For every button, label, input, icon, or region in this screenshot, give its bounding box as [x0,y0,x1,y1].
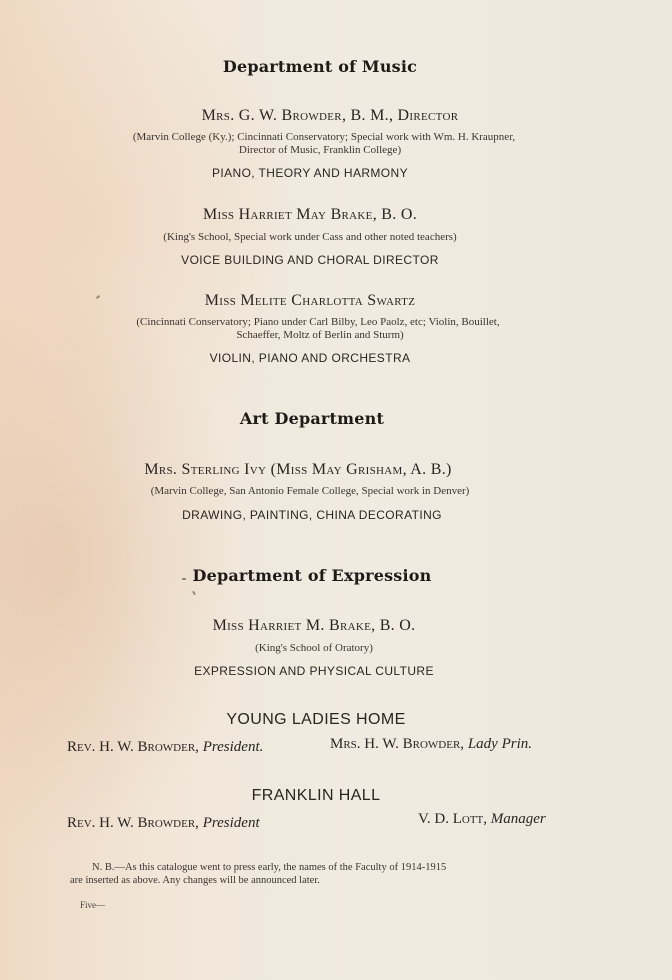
art-teacher-name: Mrs. Sterling Ivy (Miss May Grisham, A. B.) [144,461,452,478]
ink-speck [182,578,186,580]
home-president: Rev. H. W. Browder, President. [67,739,264,755]
music-voice-note: (King's School, Special work under Cass and other noted teachers) [163,231,457,243]
music-director-note-1: (Marvin College (Ky.); Cincinnati Conservatory; Special work with Wm. H. Kraupner, [132,131,516,143]
art-heading: Art Department [239,409,385,428]
music-violin-note-2: Schaeffer, Moltz of Berlin and Sturm) [236,329,404,341]
art-subjects: DRAWING, PAINTING, CHINA DECORATING [182,508,442,522]
music-director-name: Mrs. G. W. Browder, B. M., Director [201,107,459,124]
music-voice-subjects: VOICE BUILDING AND CHORAL DIRECTOR [181,253,439,267]
music-heading: Department of Music [222,57,418,76]
page-folio: Five— [80,900,106,910]
hall-president: Rev. H. W. Browder, President [67,815,260,831]
footnote-line-1: N. B.—As this catalogue went to press early, the names of the Faculty of 1914-1915 [92,862,447,873]
home-lady-principal: Mrs. H. W. Browder, Lady Prin. [330,736,532,752]
music-director-note-2: Director of Music, Franklin College) [238,144,402,156]
home-heading: YOUNG LADIES HOME [226,711,406,728]
expression-teacher-name: Miss Harriet M. Brake, B. O. [212,617,416,634]
music-violin-subjects: VIOLIN, PIANO AND ORCHESTRA [209,351,411,365]
ink-speck [192,591,196,595]
expression-teacher-note: (King's School of Oratory) [255,642,373,654]
expression-subjects: EXPRESSION AND PHYSICAL CULTURE [194,664,434,678]
hall-heading: FRANKLIN HALL [251,787,381,804]
music-voice-name: Miss Harriet May Brake, B. O. [202,206,418,223]
music-director-subjects: PIANO, THEORY AND HARMONY [211,166,409,180]
footnote-line-2: are inserted as above. Any changes will be announced later. [70,875,320,886]
music-violin-name: Miss Melite Charlotta Swartz [204,292,416,309]
hall-manager: V. D. Lott, Manager [418,811,546,827]
music-violin-note-1: (Cincinnati Conservatory; Piano under Carl Bilby, Leo Paolz, etc; Violin, Bouillet, [136,316,500,328]
art-teacher-note: (Marvin College, San Antonio Female College, Special work in Denver) [150,485,470,497]
expression-heading: Department of Expression [192,566,432,585]
